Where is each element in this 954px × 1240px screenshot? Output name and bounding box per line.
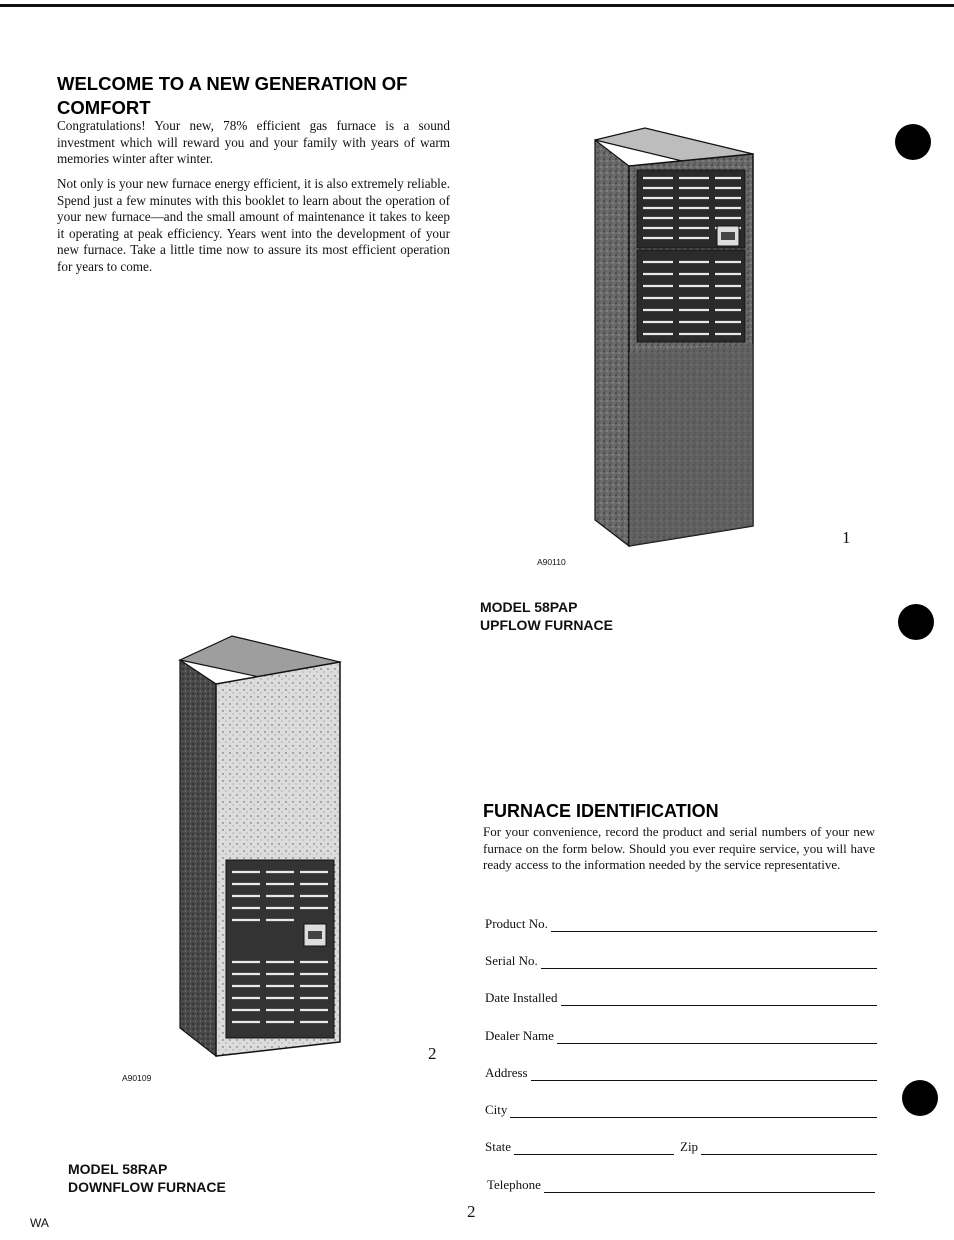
dealer-name-line[interactable] <box>557 1030 877 1044</box>
figure-2-number: 2 <box>428 1044 437 1063</box>
binder-hole-top <box>895 124 931 160</box>
product-number-label: Product No. <box>485 916 548 931</box>
figure-1-number: 1 <box>842 528 851 547</box>
welcome-paragraph-1: Congratulations! Your new, 78% efficient gas furnace is a sound investment which will reward you and your family with years of warm memories winter after winter. <box>57 118 450 166</box>
figure-2-model <box>68 1160 226 1196</box>
date-installed-label: Date Installed <box>485 990 558 1005</box>
product-number-line[interactable] <box>551 918 877 932</box>
zip-line[interactable] <box>701 1141 877 1155</box>
serial-number-line[interactable] <box>541 955 877 969</box>
telephone-label: Telephone <box>487 1177 541 1192</box>
figure-1-code: A90110 <box>537 557 566 567</box>
downflow-furnace-label: DOWNFLOW FURNACE <box>68 1179 226 1195</box>
city-line[interactable] <box>510 1104 877 1118</box>
dealer-name-field[interactable] <box>485 1026 877 1044</box>
upflow-furnace-label: UPFLOW FURNACE <box>480 617 613 633</box>
downflow-furnace-illustration <box>172 632 347 1062</box>
dealer-name-label: Dealer Name <box>485 1028 554 1043</box>
upflow-furnace-illustration <box>585 122 760 552</box>
address-label: Address <box>485 1065 528 1080</box>
footer-code: WA <box>30 1216 49 1230</box>
serial-number-label: Serial No. <box>485 953 538 968</box>
address-line[interactable] <box>531 1067 877 1081</box>
state-line[interactable] <box>514 1141 674 1155</box>
product-number-field[interactable] <box>485 914 877 932</box>
furnace-identification-intro: For your convenience, record the product and serial numbers of your new furnace on the form below. Should you ever require service, you will have ready access to the information needed by the service representative. <box>483 824 875 872</box>
telephone-line[interactable] <box>544 1179 875 1193</box>
page-number: 2 <box>467 1202 476 1221</box>
telephone-field[interactable] <box>487 1175 875 1193</box>
state-zip-field <box>485 1137 877 1155</box>
city-label: City <box>485 1102 508 1117</box>
welcome-paragraph-2: Not only is your new furnace energy efficient, it is also extremely reliable. Spend just a few minutes with this booklet to learn about the operation of your new furnace—and the small amount of maintenance it takes to keep it operating at peak efficiency. Years went into the development of your new furnace. Take a little time now to assure its most efficient operation for years to come. <box>57 176 450 274</box>
figure-1-model <box>480 598 613 634</box>
welcome-title: WELCOME TO A NEW GENERATION OF COMFORT <box>57 73 408 118</box>
figure-2-code: A90109 <box>122 1073 152 1083</box>
furnace-identification-title: FURNACE IDENTIFICATION <box>483 801 719 821</box>
zip-label: Zip <box>680 1139 699 1154</box>
serial-number-field[interactable] <box>485 951 877 969</box>
city-field[interactable] <box>485 1100 877 1118</box>
binder-hole-middle <box>898 604 934 640</box>
model-58pap-label: MODEL 58PAP <box>480 599 578 615</box>
date-installed-line[interactable] <box>561 992 877 1006</box>
top-rule <box>0 4 954 7</box>
binder-hole-bottom <box>902 1080 938 1116</box>
date-installed-field[interactable] <box>485 988 877 1006</box>
state-label: State <box>485 1139 511 1154</box>
model-58rap-label: MODEL 58RAP <box>68 1161 168 1177</box>
address-field[interactable] <box>485 1063 877 1081</box>
